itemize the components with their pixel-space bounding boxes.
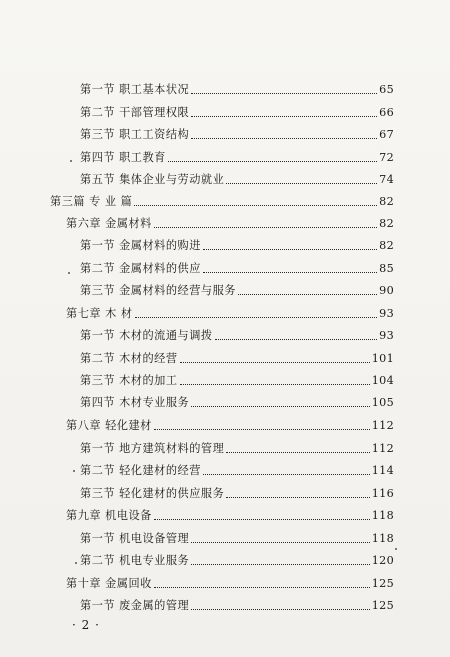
toc-chapter-entry bbox=[66, 576, 394, 592]
toc-entry-page: 67 bbox=[379, 128, 394, 141]
toc-entry-label: 第二节 木材的经营 bbox=[80, 352, 178, 365]
scan-speck bbox=[75, 562, 77, 564]
scan-speck bbox=[395, 548, 397, 550]
leader-dots bbox=[154, 429, 370, 430]
toc-chapter-entry bbox=[66, 418, 394, 434]
leader-dots bbox=[191, 564, 369, 565]
toc-entry bbox=[80, 351, 394, 367]
toc-entry-label: 第二节 机电专业服务 bbox=[80, 554, 190, 567]
toc-entry bbox=[80, 395, 394, 411]
toc-entry-label: 第三节 金属材料的经营与服务 bbox=[80, 284, 236, 297]
toc-entry-label: 第三节 轻化建材的供应服务 bbox=[80, 487, 225, 500]
toc-entry bbox=[80, 531, 394, 547]
toc-entry-label: 第一节 地方建筑材料的管理 bbox=[80, 442, 225, 455]
toc-entry-page: 82 bbox=[379, 217, 394, 230]
toc-entry-page: 118 bbox=[371, 532, 394, 545]
toc-entry bbox=[80, 150, 394, 166]
toc-entry-label: 第六章 金属材料 bbox=[66, 217, 152, 230]
leader-dots bbox=[203, 249, 377, 250]
toc-entry-page: 72 bbox=[379, 151, 394, 164]
toc-entry-page: 82 bbox=[379, 239, 394, 252]
toc-entry-page: 114 bbox=[371, 464, 394, 477]
toc-entry-page: 74 bbox=[379, 173, 394, 186]
toc-entry-page: 101 bbox=[371, 352, 394, 365]
toc-entry bbox=[80, 598, 394, 614]
toc-entry bbox=[80, 486, 394, 502]
leader-dots bbox=[191, 609, 369, 610]
leader-dots bbox=[168, 161, 377, 162]
toc-entry bbox=[80, 328, 394, 344]
toc-entry-page: 120 bbox=[371, 554, 394, 567]
scan-speck bbox=[70, 160, 72, 162]
toc-entry-label: 第一节 废金属的管理 bbox=[80, 599, 190, 612]
toc-entry bbox=[80, 441, 394, 457]
leader-dots bbox=[154, 227, 377, 228]
toc-entry bbox=[80, 127, 394, 143]
leader-dots bbox=[191, 406, 369, 407]
scan-speck bbox=[73, 470, 75, 472]
toc-entry-label: 第一节 职工基本状况 bbox=[80, 83, 190, 96]
toc-chapter-entry bbox=[66, 306, 394, 322]
toc-entry-label: 第三节 职工工资结构 bbox=[80, 128, 190, 141]
leader-dots bbox=[191, 138, 377, 139]
leader-dots bbox=[191, 116, 377, 117]
toc-entry-page: 125 bbox=[371, 599, 394, 612]
leader-dots bbox=[238, 294, 377, 295]
page-number: · 2 · bbox=[72, 618, 100, 632]
toc-entry bbox=[80, 105, 394, 121]
toc-entry-page: 65 bbox=[379, 83, 394, 96]
toc-entry-label: 第二节 干部管理权限 bbox=[80, 106, 190, 119]
toc-entry-page: 104 bbox=[371, 374, 394, 387]
leader-dots bbox=[203, 272, 377, 273]
toc-entry-label: 第三篇 专 业 篇 bbox=[50, 195, 133, 208]
toc-entry-label: 第一节 金属材料的购进 bbox=[80, 239, 201, 252]
toc-entry bbox=[80, 463, 394, 479]
leader-dots bbox=[203, 474, 370, 475]
toc-entry-label: 第十章 金属回收 bbox=[66, 577, 152, 590]
toc-entry-label: 第二节 金属材料的供应 bbox=[80, 262, 201, 275]
toc-entry-page: 93 bbox=[379, 307, 394, 320]
toc-entry-label: 第九章 机电设备 bbox=[66, 509, 152, 522]
toc-chapter-entry bbox=[66, 216, 394, 232]
toc-part-entry bbox=[50, 194, 394, 210]
toc-entry-page: 85 bbox=[379, 262, 394, 275]
leader-dots bbox=[180, 362, 370, 363]
toc-entry-label: 第四节 木材专业服务 bbox=[80, 396, 190, 409]
toc-entry-label: 第四节 职工教育 bbox=[80, 151, 166, 164]
toc-entry-page: 93 bbox=[379, 329, 394, 342]
leader-dots bbox=[154, 587, 370, 588]
toc-entry bbox=[80, 238, 394, 254]
toc-entry-label: 第一节 机电设备管理 bbox=[80, 532, 190, 545]
toc-entry-page: 82 bbox=[379, 195, 394, 208]
toc-entry-label: 第七章 木 材 bbox=[66, 307, 133, 320]
toc-entry-label: 第三节 木材的加工 bbox=[80, 374, 178, 387]
toc-entry-label: 第八章 轻化建材 bbox=[66, 419, 152, 432]
scan-speck bbox=[68, 272, 70, 274]
leader-dots bbox=[134, 205, 377, 206]
toc-entry-page: 105 bbox=[371, 396, 394, 409]
leader-dots bbox=[226, 452, 369, 453]
toc-entry bbox=[80, 82, 394, 98]
toc-entry-label: 第一节 木材的流通与调拨 bbox=[80, 329, 213, 342]
leader-dots bbox=[226, 183, 377, 184]
toc-entry-label: 第五节 集体企业与劳动就业 bbox=[80, 173, 225, 186]
toc-entry-page: 125 bbox=[371, 577, 394, 590]
toc-entry-page: 118 bbox=[371, 509, 394, 522]
toc-entry bbox=[80, 172, 394, 188]
toc-entry-page: 112 bbox=[371, 419, 394, 432]
toc-entry-page: 90 bbox=[379, 284, 394, 297]
toc-chapter-entry bbox=[66, 508, 394, 524]
toc-entry-page: 112 bbox=[371, 442, 394, 455]
leader-dots bbox=[226, 497, 369, 498]
leader-dots bbox=[135, 317, 378, 318]
toc-entry-page: 66 bbox=[379, 106, 394, 119]
toc-entry-page: 116 bbox=[371, 487, 394, 500]
toc-entry bbox=[80, 553, 394, 569]
leader-dots bbox=[215, 339, 378, 340]
leader-dots bbox=[180, 384, 370, 385]
toc-entry bbox=[80, 261, 394, 277]
toc-entry bbox=[80, 373, 394, 389]
toc-entry bbox=[80, 283, 394, 299]
toc-entry-label: 第二节 轻化建材的经营 bbox=[80, 464, 201, 477]
leader-dots bbox=[191, 93, 377, 94]
leader-dots bbox=[154, 519, 370, 520]
leader-dots bbox=[191, 542, 369, 543]
